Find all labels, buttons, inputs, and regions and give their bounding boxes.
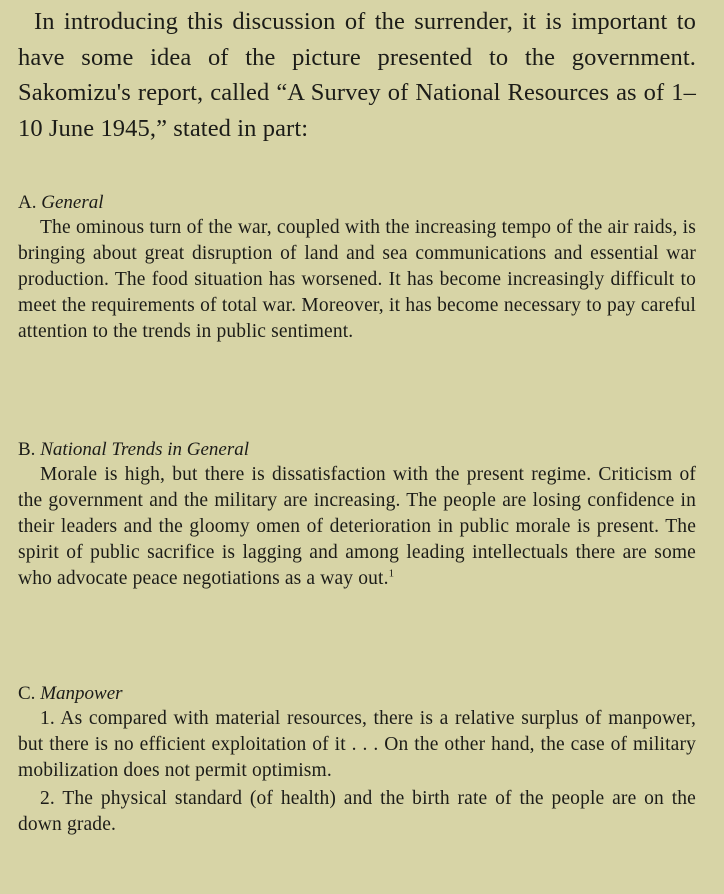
- section-letter: A.: [18, 192, 37, 213]
- section-heading: [18, 191, 696, 215]
- section-title: Manpower: [40, 683, 123, 704]
- quote-paragraph: The ominous turn of the war, coupled with the increasing tempo of the air raids, is bringing about great disruption of land and sea communications and essential war production. The food situation has worsened. It has become increasingly difficult to meet the requirements of total war. Moreover, it has become necessary to pay careful attention to the trends in public sentiment.: [18, 217, 696, 343]
- section-letter: B.: [18, 439, 36, 460]
- section-title: National Trends in General: [40, 439, 250, 460]
- section-letter: C.: [18, 683, 36, 704]
- section-national-trends: [18, 438, 696, 592]
- paragraph-text: Morale is high, but there is dissatisfaction with the present regime. Criticism of the government and the military are increasing. The people are losing confidence in their leaders and the gloomy omen of deterioration in public morale is present. The spirit of public sacrifice is lagging and among leading intellectuals there are some who advocate peace negotiations as a way out.: [18, 464, 696, 590]
- section-title: General: [41, 192, 104, 213]
- footnote-marker[interactable]: 1: [388, 567, 395, 580]
- quote-paragraph: [18, 462, 696, 592]
- quote-paragraph: 1. As compared with material resources, there is a relative surplus of manpower, but there is no efficient exploitation of it . . . On the other hand, the case of military mobilization does not permit optimism.: [18, 708, 696, 782]
- section-heading: [18, 682, 696, 706]
- section-manpower: [18, 682, 696, 838]
- quote-paragraph: 2. The physical standard (of health) and the birth rate of the people are on the down grade.: [18, 788, 696, 836]
- section-heading: [18, 438, 696, 462]
- intro-paragraph: In introducing this discussion of the surrender, it is important to have some idea of the picture presented to the government. Sakomizu's report, called “A Survey of National Resources as of 1–10 June 1945,” stated in part:: [18, 8, 696, 142]
- section-general: [18, 191, 696, 345]
